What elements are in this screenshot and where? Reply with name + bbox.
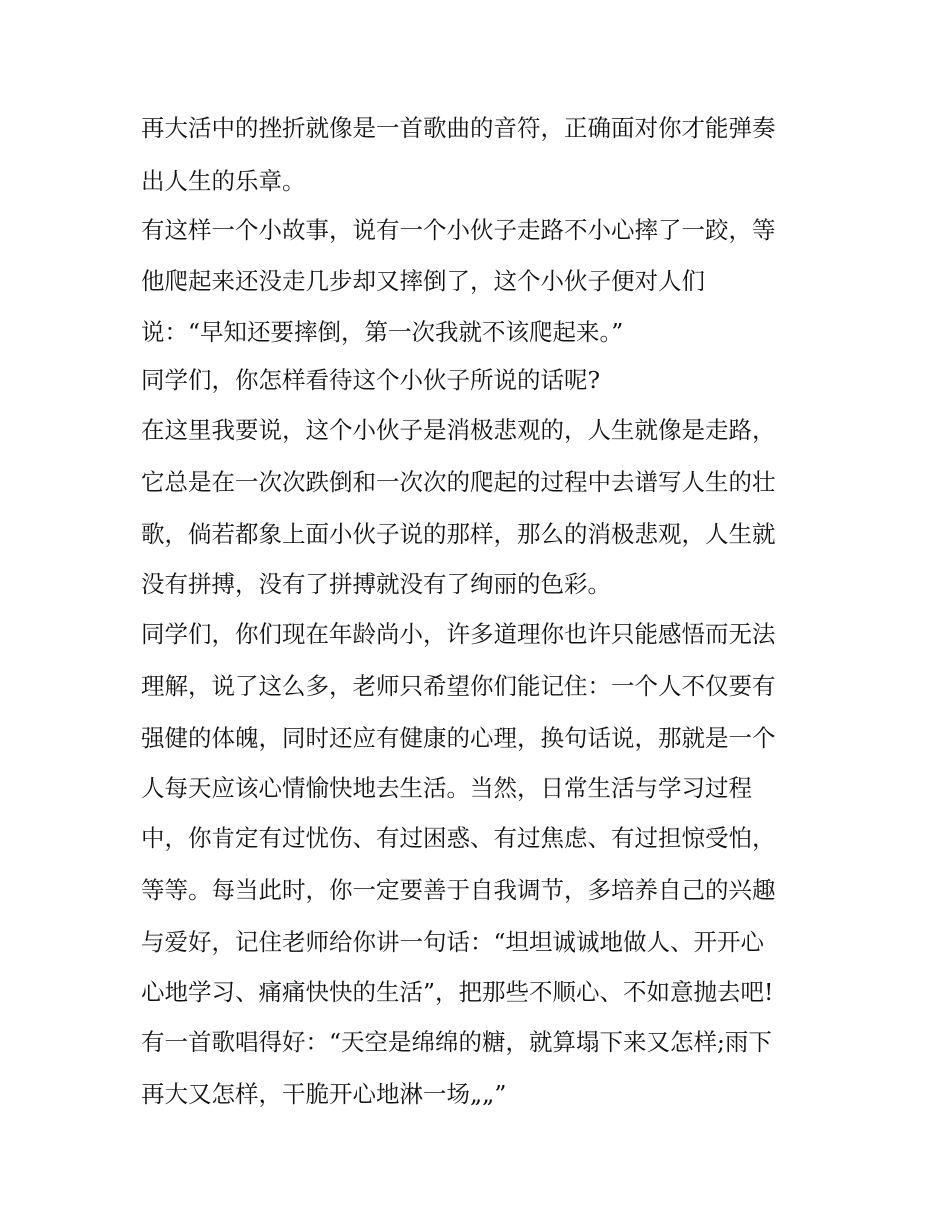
text-line: 它总是在一次次跌倒和一次次的爬起的过程中去谱写人生的壮 bbox=[141, 468, 776, 496]
text-line: 再大又怎样，干脆开心地淋一场„„” bbox=[141, 1080, 507, 1108]
text-line: 同学们，你怎样看待这个小伙子所说的话呢? bbox=[141, 366, 601, 394]
text-line: 有这样一个小故事，说有一个小伙子走路不小心摔了一跤，等 bbox=[141, 216, 776, 244]
text-line: 说：“早知还要摔倒，第一次我就不该爬起来。” bbox=[141, 318, 624, 346]
text-line: 理解，说了这么多，老师只希望你们能记住：一个人不仅要有 bbox=[141, 672, 776, 700]
text-line: 人每天应该心情愉快地去生活。当然，日常生活与学习过程 bbox=[141, 774, 752, 802]
text-line: 有一首歌唱得好：“天空是绵绵的糖，就算塌下来又怎样;雨下 bbox=[141, 1028, 772, 1056]
text-line: 中，你肯定有过忧伤、有过困惑、有过焦虑、有过担惊受怕， bbox=[141, 824, 776, 852]
text-line: 与爱好，记住老师给你讲一句话：“坦坦诚诚地做人、开开心 bbox=[141, 928, 765, 956]
text-line: 歌，倘若都象上面小伙子说的那样，那么的消极悲观，人生就 bbox=[141, 520, 776, 548]
text-line: 等等。每当此时，你一定要善于自我调节，多培养自己的兴趣 bbox=[141, 876, 776, 904]
text-line: 他爬起来还没走几步却又摔倒了，这个小伙子便对人们 bbox=[141, 267, 705, 295]
text-line: 在这里我要说，这个小伙子是消极悲观的，人生就像是走路， bbox=[141, 416, 776, 444]
text-line: 出人生的乐章。 bbox=[141, 167, 306, 195]
text-line: 没有拼搏，没有了拼搏就没有了绚丽的色彩。 bbox=[141, 570, 611, 598]
text-line: 心地学习、痛痛快快的生活”，把那些不顺心、不如意抛去吧! bbox=[141, 978, 774, 1006]
text-line: 同学们，你们现在年龄尚小，许多道理你也许只能感悟而无法 bbox=[141, 620, 776, 648]
text-line: 再大活中的挫折就像是一首歌曲的音符，正确面对你才能弹奏 bbox=[141, 114, 776, 142]
text-line: 强健的体魄，同时还应有健康的心理，换句话说，那就是一个 bbox=[141, 724, 776, 752]
